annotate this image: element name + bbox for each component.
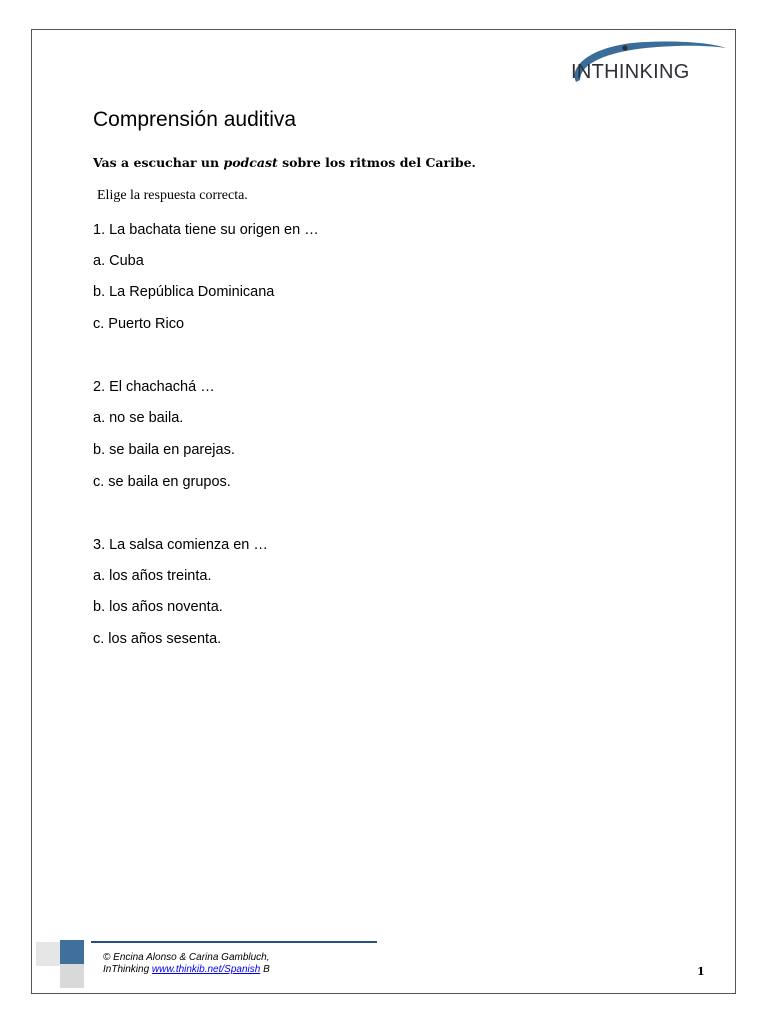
question-1-option-c: c. Puerto Rico <box>93 316 185 332</box>
question-3-prompt: 3. La salsa comienza en … <box>93 537 268 553</box>
page-frame <box>31 29 736 994</box>
question-3-option-c: c. los años sesenta. <box>93 631 222 647</box>
footer-line-2: InThinking www.thinkib.net/Spanish B <box>103 964 270 975</box>
question-1-prompt: 1. La bachata tiene su origen en … <box>93 222 319 238</box>
question-3-option-b: b. los años noventa. <box>93 599 223 615</box>
question-3-option-a: a. los años treinta. <box>93 568 212 584</box>
footer-divider <box>91 941 377 943</box>
instruction-text: Elige la respuesta correcta. <box>97 188 248 203</box>
question-2-option-c: c. se baila en grupos. <box>93 474 231 490</box>
intro-sentence: Vas a escuchar un podcast sobre los ritmos del Caribe. <box>93 155 476 170</box>
page-number: 1 <box>697 965 705 978</box>
question-1-option-a: a. Cuba <box>93 253 144 269</box>
intro-emphasis: podcast <box>223 155 278 170</box>
document-title: Comprensión auditiva <box>93 108 297 131</box>
question-2-option-a: a. no se baila. <box>93 410 184 426</box>
footer-link[interactable]: www.thinkib.net/Spanish <box>151 964 261 975</box>
footer-credits <box>103 952 270 976</box>
question-2-option-b: b. se baila en parejas. <box>93 442 235 458</box>
question-1-option-b: b. La República Dominicana <box>93 284 275 300</box>
question-2-prompt: 2. El chachachá … <box>93 379 215 395</box>
inthinking-logo-text: INTHINKING <box>571 61 690 83</box>
footer-line-1: © Encina Alonso & Carina Gambluch, <box>103 952 270 963</box>
